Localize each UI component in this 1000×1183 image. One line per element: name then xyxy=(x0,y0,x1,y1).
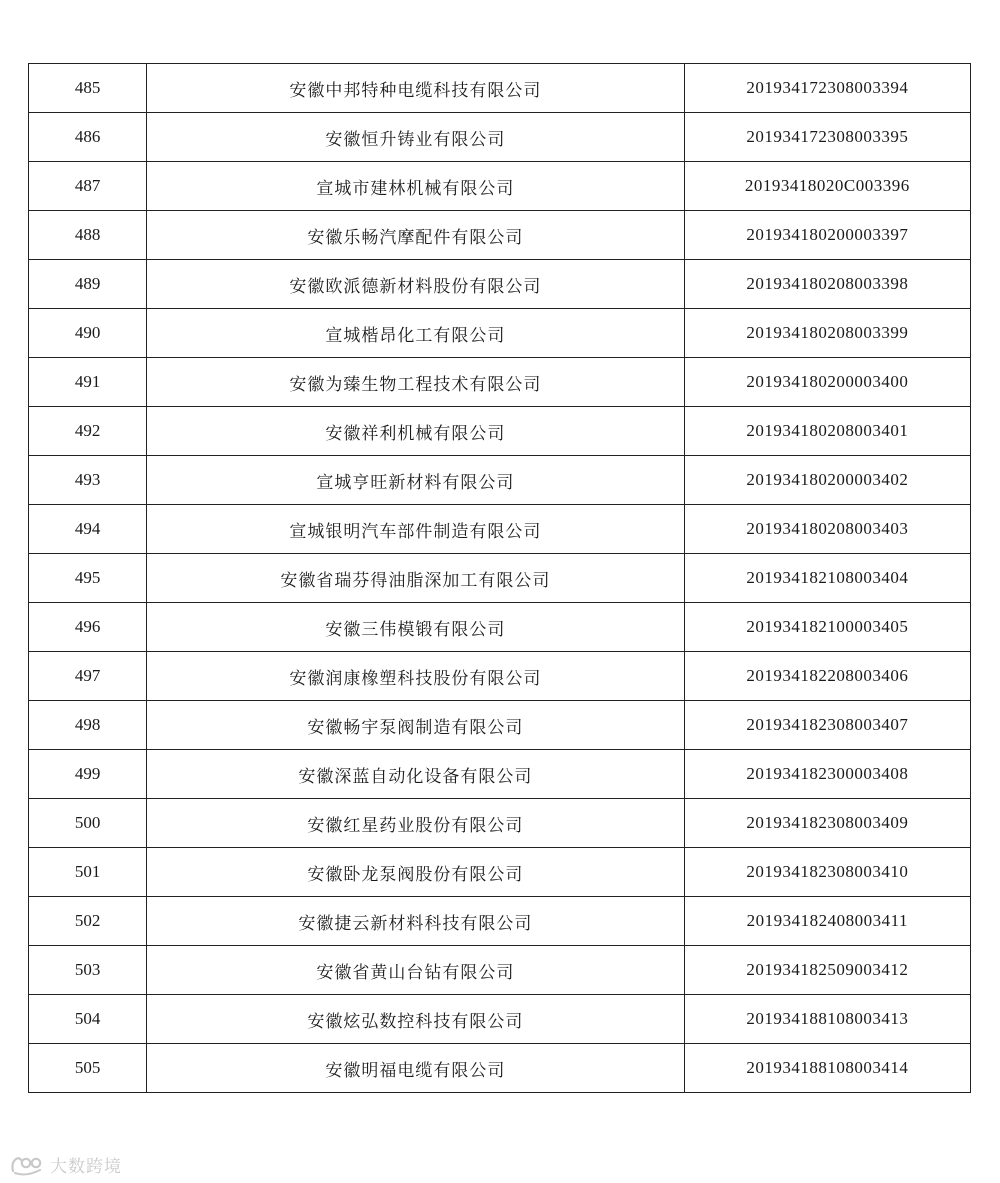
certificate-code: 201934182509003412 xyxy=(684,946,970,995)
row-number: 489 xyxy=(29,260,147,309)
row-number: 500 xyxy=(29,799,147,848)
company-name: 安徽捷云新材料科技有限公司 xyxy=(147,897,685,946)
company-name: 安徽润康橡塑科技股份有限公司 xyxy=(147,652,685,701)
table-row xyxy=(29,211,971,260)
row-number: 487 xyxy=(29,162,147,211)
row-number: 501 xyxy=(29,848,147,897)
row-number: 505 xyxy=(29,1044,147,1093)
row-number: 495 xyxy=(29,554,147,603)
table-row xyxy=(29,701,971,750)
row-number: 490 xyxy=(29,309,147,358)
company-name: 安徽红星药业股份有限公司 xyxy=(147,799,685,848)
certificate-code: 201934182308003409 xyxy=(684,799,970,848)
row-number: 502 xyxy=(29,897,147,946)
table-row xyxy=(29,505,971,554)
row-number: 504 xyxy=(29,995,147,1044)
brand-logo-icon xyxy=(10,1153,44,1177)
table-row xyxy=(29,456,971,505)
table-row xyxy=(29,1044,971,1093)
company-name: 安徽明福电缆有限公司 xyxy=(147,1044,685,1093)
row-number: 494 xyxy=(29,505,147,554)
certificate-code: 201934180200003400 xyxy=(684,358,970,407)
certificate-code: 201934182308003407 xyxy=(684,701,970,750)
company-name: 安徽乐畅汽摩配件有限公司 xyxy=(147,211,685,260)
table-row xyxy=(29,162,971,211)
row-number: 496 xyxy=(29,603,147,652)
table-row xyxy=(29,64,971,113)
company-name: 安徽为臻生物工程技术有限公司 xyxy=(147,358,685,407)
certificate-code: 201934188108003413 xyxy=(684,995,970,1044)
table-body xyxy=(29,64,971,1093)
table-row xyxy=(29,554,971,603)
company-name: 安徽炫弘数控科技有限公司 xyxy=(147,995,685,1044)
certificate-code: 201934180200003397 xyxy=(684,211,970,260)
table-row xyxy=(29,358,971,407)
table-row xyxy=(29,946,971,995)
certificate-code: 201934182408003411 xyxy=(684,897,970,946)
table-row xyxy=(29,750,971,799)
company-name: 安徽三伟模锻有限公司 xyxy=(147,603,685,652)
certificate-code: 201934182208003406 xyxy=(684,652,970,701)
certificate-code: 201934180200003402 xyxy=(684,456,970,505)
row-number: 497 xyxy=(29,652,147,701)
certificate-code: 20193418020C003396 xyxy=(684,162,970,211)
table-row xyxy=(29,897,971,946)
company-name: 宣城市建林机械有限公司 xyxy=(147,162,685,211)
company-name: 安徽欧派德新材料股份有限公司 xyxy=(147,260,685,309)
table-row xyxy=(29,995,971,1044)
table-row xyxy=(29,260,971,309)
table-row xyxy=(29,309,971,358)
company-name: 宣城亨旺新材料有限公司 xyxy=(147,456,685,505)
watermark-text: 大数跨境 xyxy=(50,1157,122,1177)
certificate-code: 201934180208003398 xyxy=(684,260,970,309)
row-number: 503 xyxy=(29,946,147,995)
company-name: 安徽中邦特种电缆科技有限公司 xyxy=(147,64,685,113)
certificate-code: 201934188108003414 xyxy=(684,1044,970,1093)
row-number: 499 xyxy=(29,750,147,799)
company-name: 安徽省黄山台钻有限公司 xyxy=(147,946,685,995)
row-number: 493 xyxy=(29,456,147,505)
certificate-code: 201934182100003405 xyxy=(684,603,970,652)
table-row xyxy=(29,799,971,848)
row-number: 492 xyxy=(29,407,147,456)
company-name: 安徽恒升铸业有限公司 xyxy=(147,113,685,162)
watermark xyxy=(10,1152,122,1177)
certificate-code: 201934182108003404 xyxy=(684,554,970,603)
certificate-code: 201934180208003403 xyxy=(684,505,970,554)
table-row xyxy=(29,603,971,652)
row-number: 488 xyxy=(29,211,147,260)
certificate-code: 201934172308003394 xyxy=(684,64,970,113)
company-name: 安徽畅宇泵阀制造有限公司 xyxy=(147,701,685,750)
table-row xyxy=(29,848,971,897)
company-name: 宣城银明汽车部件制造有限公司 xyxy=(147,505,685,554)
company-registry-table xyxy=(28,63,971,1093)
table-row xyxy=(29,652,971,701)
row-number: 491 xyxy=(29,358,147,407)
certificate-code: 201934180208003401 xyxy=(684,407,970,456)
table-row xyxy=(29,407,971,456)
company-name: 安徽卧龙泵阀股份有限公司 xyxy=(147,848,685,897)
row-number: 486 xyxy=(29,113,147,162)
row-number: 498 xyxy=(29,701,147,750)
certificate-code: 201934182300003408 xyxy=(684,750,970,799)
company-name: 安徽省瑞芬得油脂深加工有限公司 xyxy=(147,554,685,603)
company-name: 安徽祥利机械有限公司 xyxy=(147,407,685,456)
company-name: 安徽深蓝自动化设备有限公司 xyxy=(147,750,685,799)
table-row xyxy=(29,113,971,162)
certificate-code: 201934182308003410 xyxy=(684,848,970,897)
row-number: 485 xyxy=(29,64,147,113)
certificate-code: 201934180208003399 xyxy=(684,309,970,358)
certificate-code: 201934172308003395 xyxy=(684,113,970,162)
company-name: 宣城楷昂化工有限公司 xyxy=(147,309,685,358)
